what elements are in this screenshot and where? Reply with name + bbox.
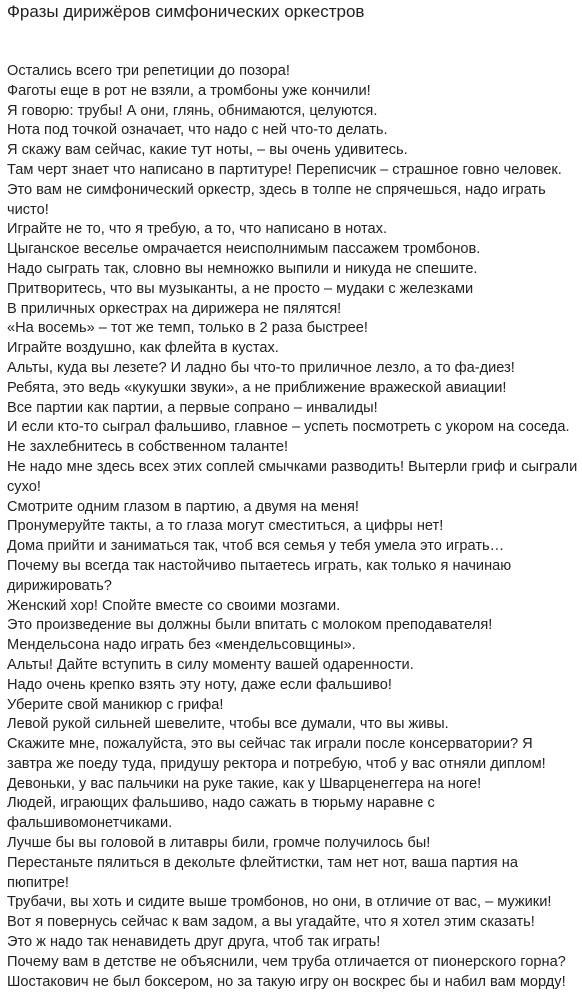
phrase-item: Это произведение вы должны были впитать с молоком преподавателя!	[7, 617, 493, 634]
phrase-item: Альты, куда вы лезете? И ладно бы что-то приличное лезло, а то фа-диез!	[7, 359, 515, 376]
phrase-item: Не надо мне здесь всех этих соплей смычками разводить! Вытерли гриф и сыграли сухо!	[7, 458, 578, 495]
phrase-item: И если кто-то сыграл фальшиво, главное – успеть посмотреть с укором на соседа.	[7, 419, 570, 436]
phrase-item: Остались всего три репетиции до позора!	[7, 63, 290, 79]
phrase-item: В приличных оркестрах на дирижера не пялятся!	[7, 300, 342, 317]
phrase-item: Уберите свой маникюр с грифа!	[7, 696, 224, 713]
phrase-item: Играйте не то, что я требую, а то, что написано в нотах.	[7, 221, 387, 238]
phrase-item: Надо сыграть так, словно вы немножко выпили и никуда не спешите.	[7, 260, 478, 277]
phrase-item: Пронумеруйте такты, а то глаза могут сместиться, а цифры нет!	[7, 518, 444, 535]
phrase-item: Дома прийти и заниматься так, чтоб вся семья у тебя умела это играть…	[7, 538, 505, 555]
page-title: Фразы дирижёров симфонических оркестров	[7, 2, 365, 21]
phrase-item: Скажите мне, пожалуйста, это вы сейчас так играли после консерватории? Я завтра же поеду туда, придушу ректора и потребую, чтоб у вас отняли диплом!	[7, 736, 546, 772]
phrase-item: Там черт знает что написано в партитуре! Переписчик – страшное говно человек.	[7, 161, 562, 178]
phrase-item: Фаготы еще в рот не взяли, а тромбоны уже кончили!	[7, 82, 371, 99]
phrase-item: Не захлебнитесь в собственном таланте!	[7, 439, 289, 456]
phrase-item: «На восемь» – тот же темп, только в 2 раза быстрее!	[7, 320, 368, 337]
article	[7, 0, 579, 990]
phrase-item: Нота под точкой означает, что надо с ней что-то делать.	[7, 122, 388, 139]
phrase-item: Людей, играющих фальшиво, надо сажать в тюрьму наравне с фальшивомонетчиками.	[7, 795, 435, 832]
phrase-item: Мендельсона надо играть без «мендельсовщины».	[7, 637, 356, 654]
phrase-item: Все партии как партии, а первые сопрано – инвалиды!	[7, 399, 378, 416]
phrase-item: Я говорю: трубы! А они, глянь, обнимаются, целуются.	[7, 102, 378, 119]
phrase-list	[7, 62, 579, 992]
phrase-item: Перестаньте пялиться в декольте флейтистки, там нет нот, ваша партия на пюпитре!	[7, 854, 518, 891]
phrase-item: Притворитесь, что вы музыканты, а не просто – мудаки с железками	[7, 280, 474, 297]
phrase-item: Почему вам в детстве не объяснили, чем труба отличается от пионерского горна?	[7, 953, 566, 970]
phrase-item: Левой рукой сильней шевелите, чтобы все думали, что вы живы.	[7, 716, 449, 733]
phrase-item: Альты! Дайте вступить в силу моменту вашей одаренности.	[7, 656, 414, 673]
phrase-item: Это вам не симфонический оркестр, здесь в толпе не спрячешься, надо играть чисто!	[7, 181, 546, 218]
phrase-item: Цыганское веселье омрачается неисполнимым пассажем тромбонов.	[7, 241, 481, 258]
phrase-item: Это ж надо так ненавидеть друг друга, чтоб так играть!	[7, 934, 381, 951]
phrase-item: Надо очень крепко взять эту ноту, даже если фальшиво!	[7, 676, 392, 693]
phrase-item: Смотрите одним глазом в партию, а двумя на меня!	[7, 498, 359, 515]
phrase-item: Шостакович не был боксером, но за такую игру он воскрес бы и набил вам морду!	[7, 973, 566, 990]
phrase-item: Трубачи, вы хоть и сидите выше тромбонов, но они, в отличие от вас, – мужики!	[7, 894, 552, 911]
phrase-item: Играйте воздушно, как флейта в кустах.	[7, 340, 279, 357]
phrase-item: Женский хор! Спойте вместе со своими мозгами.	[7, 597, 341, 614]
phrase-item: Лучше бы вы головой в литавры били, громче получилось бы!	[7, 835, 431, 852]
phrase-item: Вот я повернусь сейчас к вам задом, а вы угадайте, что я хотел этим сказать!	[7, 914, 535, 931]
phrase-item: Я скажу вам сейчас, какие тут ноты, – вы очень удивитесь.	[7, 142, 408, 159]
phrase-item: Девоньки, у вас пальчики на руке такие, как у Шварценеггера на ноге!	[7, 775, 482, 792]
phrase-item: Почему вы всегда так настойчиво пытаетесь играть, как только я начинаю дирижировать?	[7, 557, 512, 594]
phrase-item: Ребята, это ведь «кукушки звуки», а не приближение вражеской авиации!	[7, 379, 507, 396]
